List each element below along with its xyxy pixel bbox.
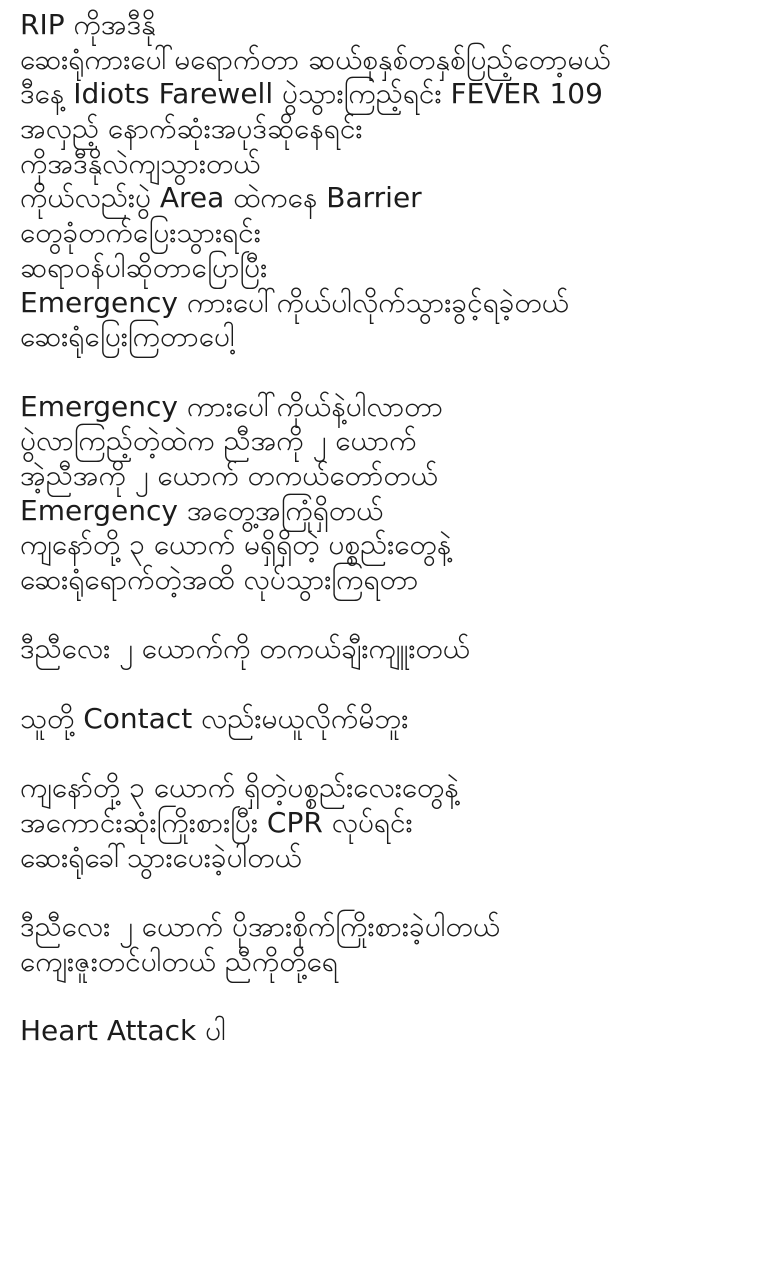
text-line: Heart Attack ပါ	[20, 1013, 226, 1047]
paragraph-gap	[20, 355, 770, 390]
text-line: သူတို့ Contact လည်းမယူလိုက်မိဘူး	[20, 701, 409, 735]
text-line: ကိုအဒီနိုလဲကျသွားတယ်	[20, 146, 261, 180]
text-line: Emergency အတွေ့အကြုံရှိတယ်	[20, 493, 384, 527]
text-line: ကိုယ်လည်းပွဲ Area ထဲကနေ Barrier	[20, 181, 422, 215]
text-line: ဒီညီလေး ၂ ယောက် ပိုအားစိုက်ကြိုးစားခဲ့ပါတယ်	[20, 909, 501, 943]
text-line: အဲ့ညီအကို ၂ ယောက် တကယ်တော်တယ်	[20, 458, 438, 492]
text-line: ကျနော်တို့ ၃ ယောက် မရှိရှိတဲ့ ပစ္စည်းတွေနဲ့	[20, 528, 452, 562]
text-line: ဒီနေ့ Idiots Farewell ပွဲသွားကြည့်ရင်း FEVER 109	[20, 77, 603, 111]
paragraph-gap	[20, 667, 770, 702]
text-line: ကျနော်တို့ ၃ ယောက် ရှိတဲ့ပစ္စည်းလေးတွေနဲ့	[20, 771, 459, 805]
text-line: RIP ကိုအဒီနို	[20, 8, 156, 41]
paragraph-gap	[20, 979, 770, 1014]
text-line: ဆေးရုံကားပေါ်မရောက်တာ ဆယ်စုနှစ်တနှစ်ပြည့်တော့မယ်	[20, 42, 611, 76]
paragraph	[20, 702, 770, 737]
paragraph	[20, 390, 770, 598]
paragraph	[20, 910, 770, 979]
text-line: ဆေးရုံပြေးကြတာပေါ့	[20, 320, 235, 354]
paragraph-gap	[20, 875, 770, 910]
text-line: ဒီညီလေး ၂ ယောက်ကို တကယ်ချီးကျူးတယ်	[20, 632, 470, 666]
text-line: ဆရာဝန်ပါဆိုတာပြောပြီး	[20, 250, 268, 284]
text-line: ဆေးရုံခေါ်သွားပေးခဲ့ပါတယ်	[20, 840, 302, 874]
text-line: Emergency ကားပေါ်ကိုယ်နဲ့ပါလာတာ	[20, 389, 444, 423]
post-body-text	[20, 8, 770, 1049]
text-line: တွေခုံတက်ပြေးသွားရင်း	[20, 216, 261, 250]
paragraph-gap	[20, 598, 770, 633]
paragraph	[20, 632, 770, 667]
paragraph	[20, 1014, 770, 1049]
text-line: Emergency ကားပေါ်ကိုယ်ပါလိုက်သွားခွင့်ရခဲ့တယ်	[20, 285, 569, 319]
text-line: ဆေးရုံရောက်တဲ့အထိ လုပ်သွားကြရတာ	[20, 563, 419, 596]
paragraph-gap	[20, 736, 770, 771]
text-line: အလှည့် နောက်ဆုံးအပုဒ်ဆိုနေရင်း	[20, 112, 363, 146]
paragraph	[20, 8, 770, 355]
paragraph	[20, 771, 770, 875]
text-line: အကောင်းဆုံးကြိုးစားပြီး CPR လုပ်ရင်း	[20, 805, 413, 839]
text-line: ပွဲလာကြည့်တဲ့ထဲက ညီအကို ၂ ယောက်	[20, 424, 417, 458]
text-line: ကျေးဇူးတင်ပါတယ် ညီကိုတို့ရေ	[20, 944, 338, 978]
